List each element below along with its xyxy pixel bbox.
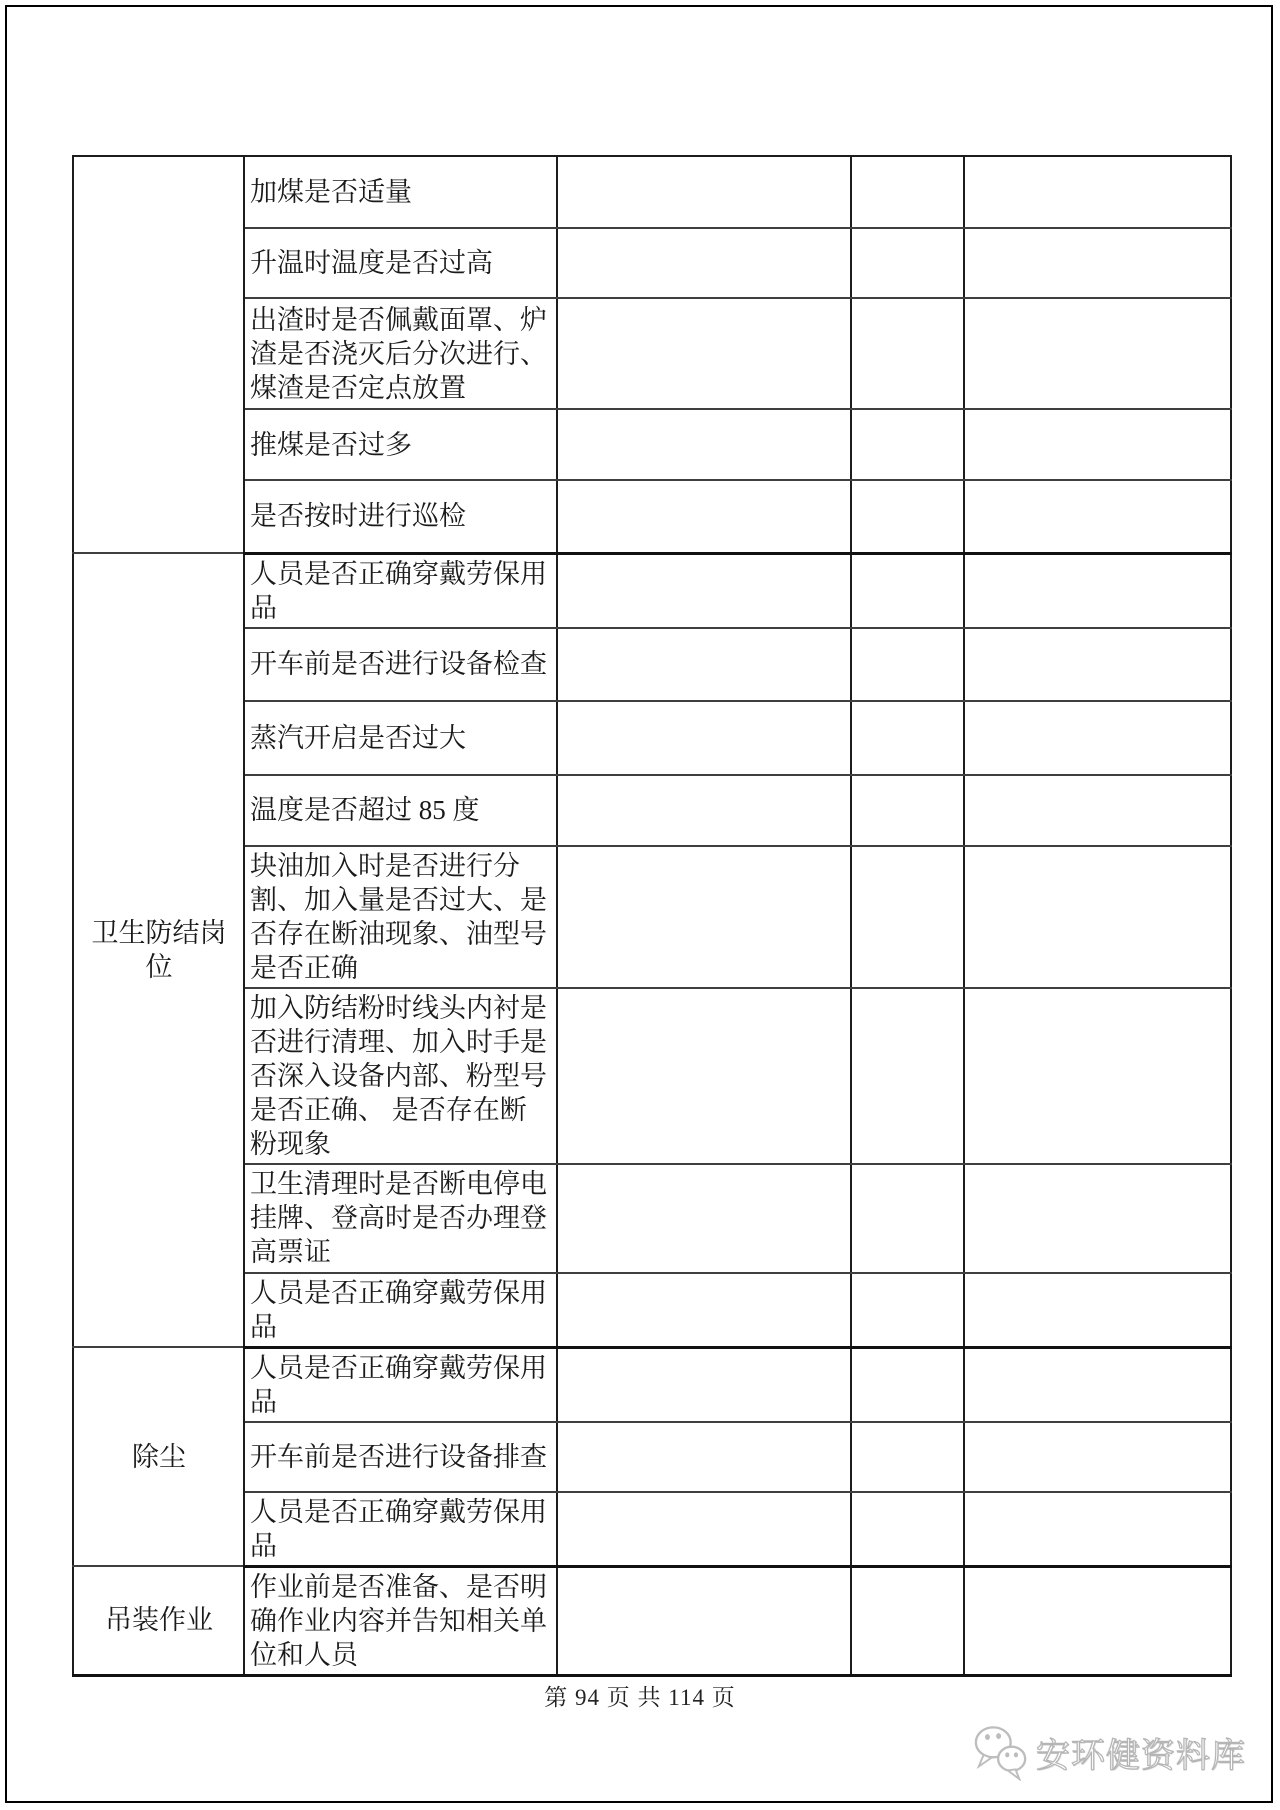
table-row xyxy=(73,1164,1231,1273)
check-item-cell: 人员是否正确穿戴劳保用品 xyxy=(244,1492,557,1567)
empty-cell xyxy=(964,156,1231,228)
table-row xyxy=(73,1422,1231,1492)
empty-cell xyxy=(964,701,1231,775)
empty-cell xyxy=(851,1566,964,1675)
table-row xyxy=(73,228,1231,298)
empty-cell xyxy=(964,480,1231,553)
empty-cell xyxy=(851,409,964,480)
check-item-cell: 人员是否正确穿戴劳保用品 xyxy=(244,1273,557,1348)
empty-cell xyxy=(851,701,964,775)
table-row xyxy=(73,1347,1231,1422)
table-row xyxy=(73,988,1231,1164)
empty-cell xyxy=(964,298,1231,409)
chat-bubbles-icon xyxy=(972,1723,1030,1781)
empty-cell xyxy=(557,988,851,1164)
check-item-cell: 卫生清理时是否断电停电挂牌、登高时是否办理登高票证 xyxy=(244,1164,557,1273)
empty-cell xyxy=(964,409,1231,480)
empty-cell xyxy=(557,1566,851,1675)
empty-cell xyxy=(964,1422,1231,1492)
table-row xyxy=(73,628,1231,701)
empty-cell xyxy=(851,775,964,846)
check-item-cell: 开车前是否进行设备检查 xyxy=(244,628,557,701)
empty-cell xyxy=(851,1164,964,1273)
empty-cell xyxy=(851,298,964,409)
empty-cell xyxy=(851,846,964,988)
empty-cell xyxy=(851,553,964,628)
check-item-cell: 加入防结粉时线头内衬是否进行清理、加入时手是否深入设备内部、粉型号是否正确、 是否存在断粉现象 xyxy=(244,988,557,1164)
check-item-cell: 加煤是否适量 xyxy=(244,156,557,228)
empty-cell xyxy=(964,1164,1231,1273)
empty-cell xyxy=(851,988,964,1164)
empty-cell xyxy=(557,846,851,988)
empty-cell xyxy=(964,628,1231,701)
empty-cell xyxy=(557,409,851,480)
empty-cell xyxy=(557,701,851,775)
table-row xyxy=(73,409,1231,480)
empty-cell xyxy=(964,1347,1231,1422)
table-row xyxy=(73,1492,1231,1567)
empty-cell xyxy=(557,1422,851,1492)
table-row xyxy=(73,553,1231,628)
empty-cell xyxy=(557,1347,851,1422)
empty-cell xyxy=(964,988,1231,1164)
table-row xyxy=(73,156,1231,228)
table-row xyxy=(73,1566,1231,1675)
empty-cell xyxy=(557,553,851,628)
check-item-cell: 人员是否正确穿戴劳保用品 xyxy=(244,553,557,628)
inspection-checklist-table xyxy=(72,155,1232,1677)
empty-cell xyxy=(557,1273,851,1348)
empty-cell xyxy=(557,1164,851,1273)
watermark-text: 安环健资料库 xyxy=(1036,1736,1246,1775)
check-item-cell: 是否按时进行巡检 xyxy=(244,480,557,553)
category-cell: 除尘 xyxy=(73,1347,244,1566)
page-number: 第 94 页 共 114 页 xyxy=(544,1685,736,1710)
check-item-cell: 块油加入时是否进行分割、加入量是否过大、是否存在断油现象、油型号是否正确 xyxy=(244,846,557,988)
check-item-cell: 出渣时是否佩戴面罩、炉渣是否浇灭后分次进行、煤渣是否定点放置 xyxy=(244,298,557,409)
empty-cell xyxy=(557,1492,851,1567)
table-row xyxy=(73,1273,1231,1348)
empty-cell xyxy=(851,1347,964,1422)
empty-cell xyxy=(851,1492,964,1567)
table-row xyxy=(73,775,1231,846)
empty-cell xyxy=(964,775,1231,846)
empty-cell xyxy=(851,1273,964,1348)
category-cell xyxy=(73,156,244,553)
empty-cell xyxy=(557,156,851,228)
check-item-cell: 人员是否正确穿戴劳保用品 xyxy=(244,1347,557,1422)
empty-cell xyxy=(557,775,851,846)
empty-cell xyxy=(851,156,964,228)
check-item-cell: 温度是否超过 85 度 xyxy=(244,775,557,846)
check-item-cell: 开车前是否进行设备排查 xyxy=(244,1422,557,1492)
check-item-cell: 作业前是否准备、是否明确作业内容并告知相关单位和人员 xyxy=(244,1566,557,1675)
empty-cell xyxy=(964,553,1231,628)
empty-cell xyxy=(964,1492,1231,1567)
empty-cell xyxy=(851,1422,964,1492)
empty-cell xyxy=(851,480,964,553)
empty-cell xyxy=(964,846,1231,988)
category-cell: 卫生防结岗位 xyxy=(73,553,244,1347)
empty-cell xyxy=(557,628,851,701)
empty-cell xyxy=(964,228,1231,298)
table-row xyxy=(73,701,1231,775)
check-item-cell: 蒸汽开启是否过大 xyxy=(244,701,557,775)
empty-cell xyxy=(851,228,964,298)
check-item-cell: 推煤是否过多 xyxy=(244,409,557,480)
table-row xyxy=(73,298,1231,409)
empty-cell xyxy=(851,628,964,701)
brand-watermark xyxy=(972,1720,1246,1784)
empty-cell xyxy=(964,1566,1231,1675)
empty-cell xyxy=(557,480,851,553)
table-row xyxy=(73,846,1231,988)
category-cell: 吊装作业 xyxy=(73,1566,244,1675)
empty-cell xyxy=(964,1273,1231,1348)
table-row xyxy=(73,480,1231,553)
check-item-cell: 升温时温度是否过高 xyxy=(244,228,557,298)
empty-cell xyxy=(557,228,851,298)
empty-cell xyxy=(557,298,851,409)
